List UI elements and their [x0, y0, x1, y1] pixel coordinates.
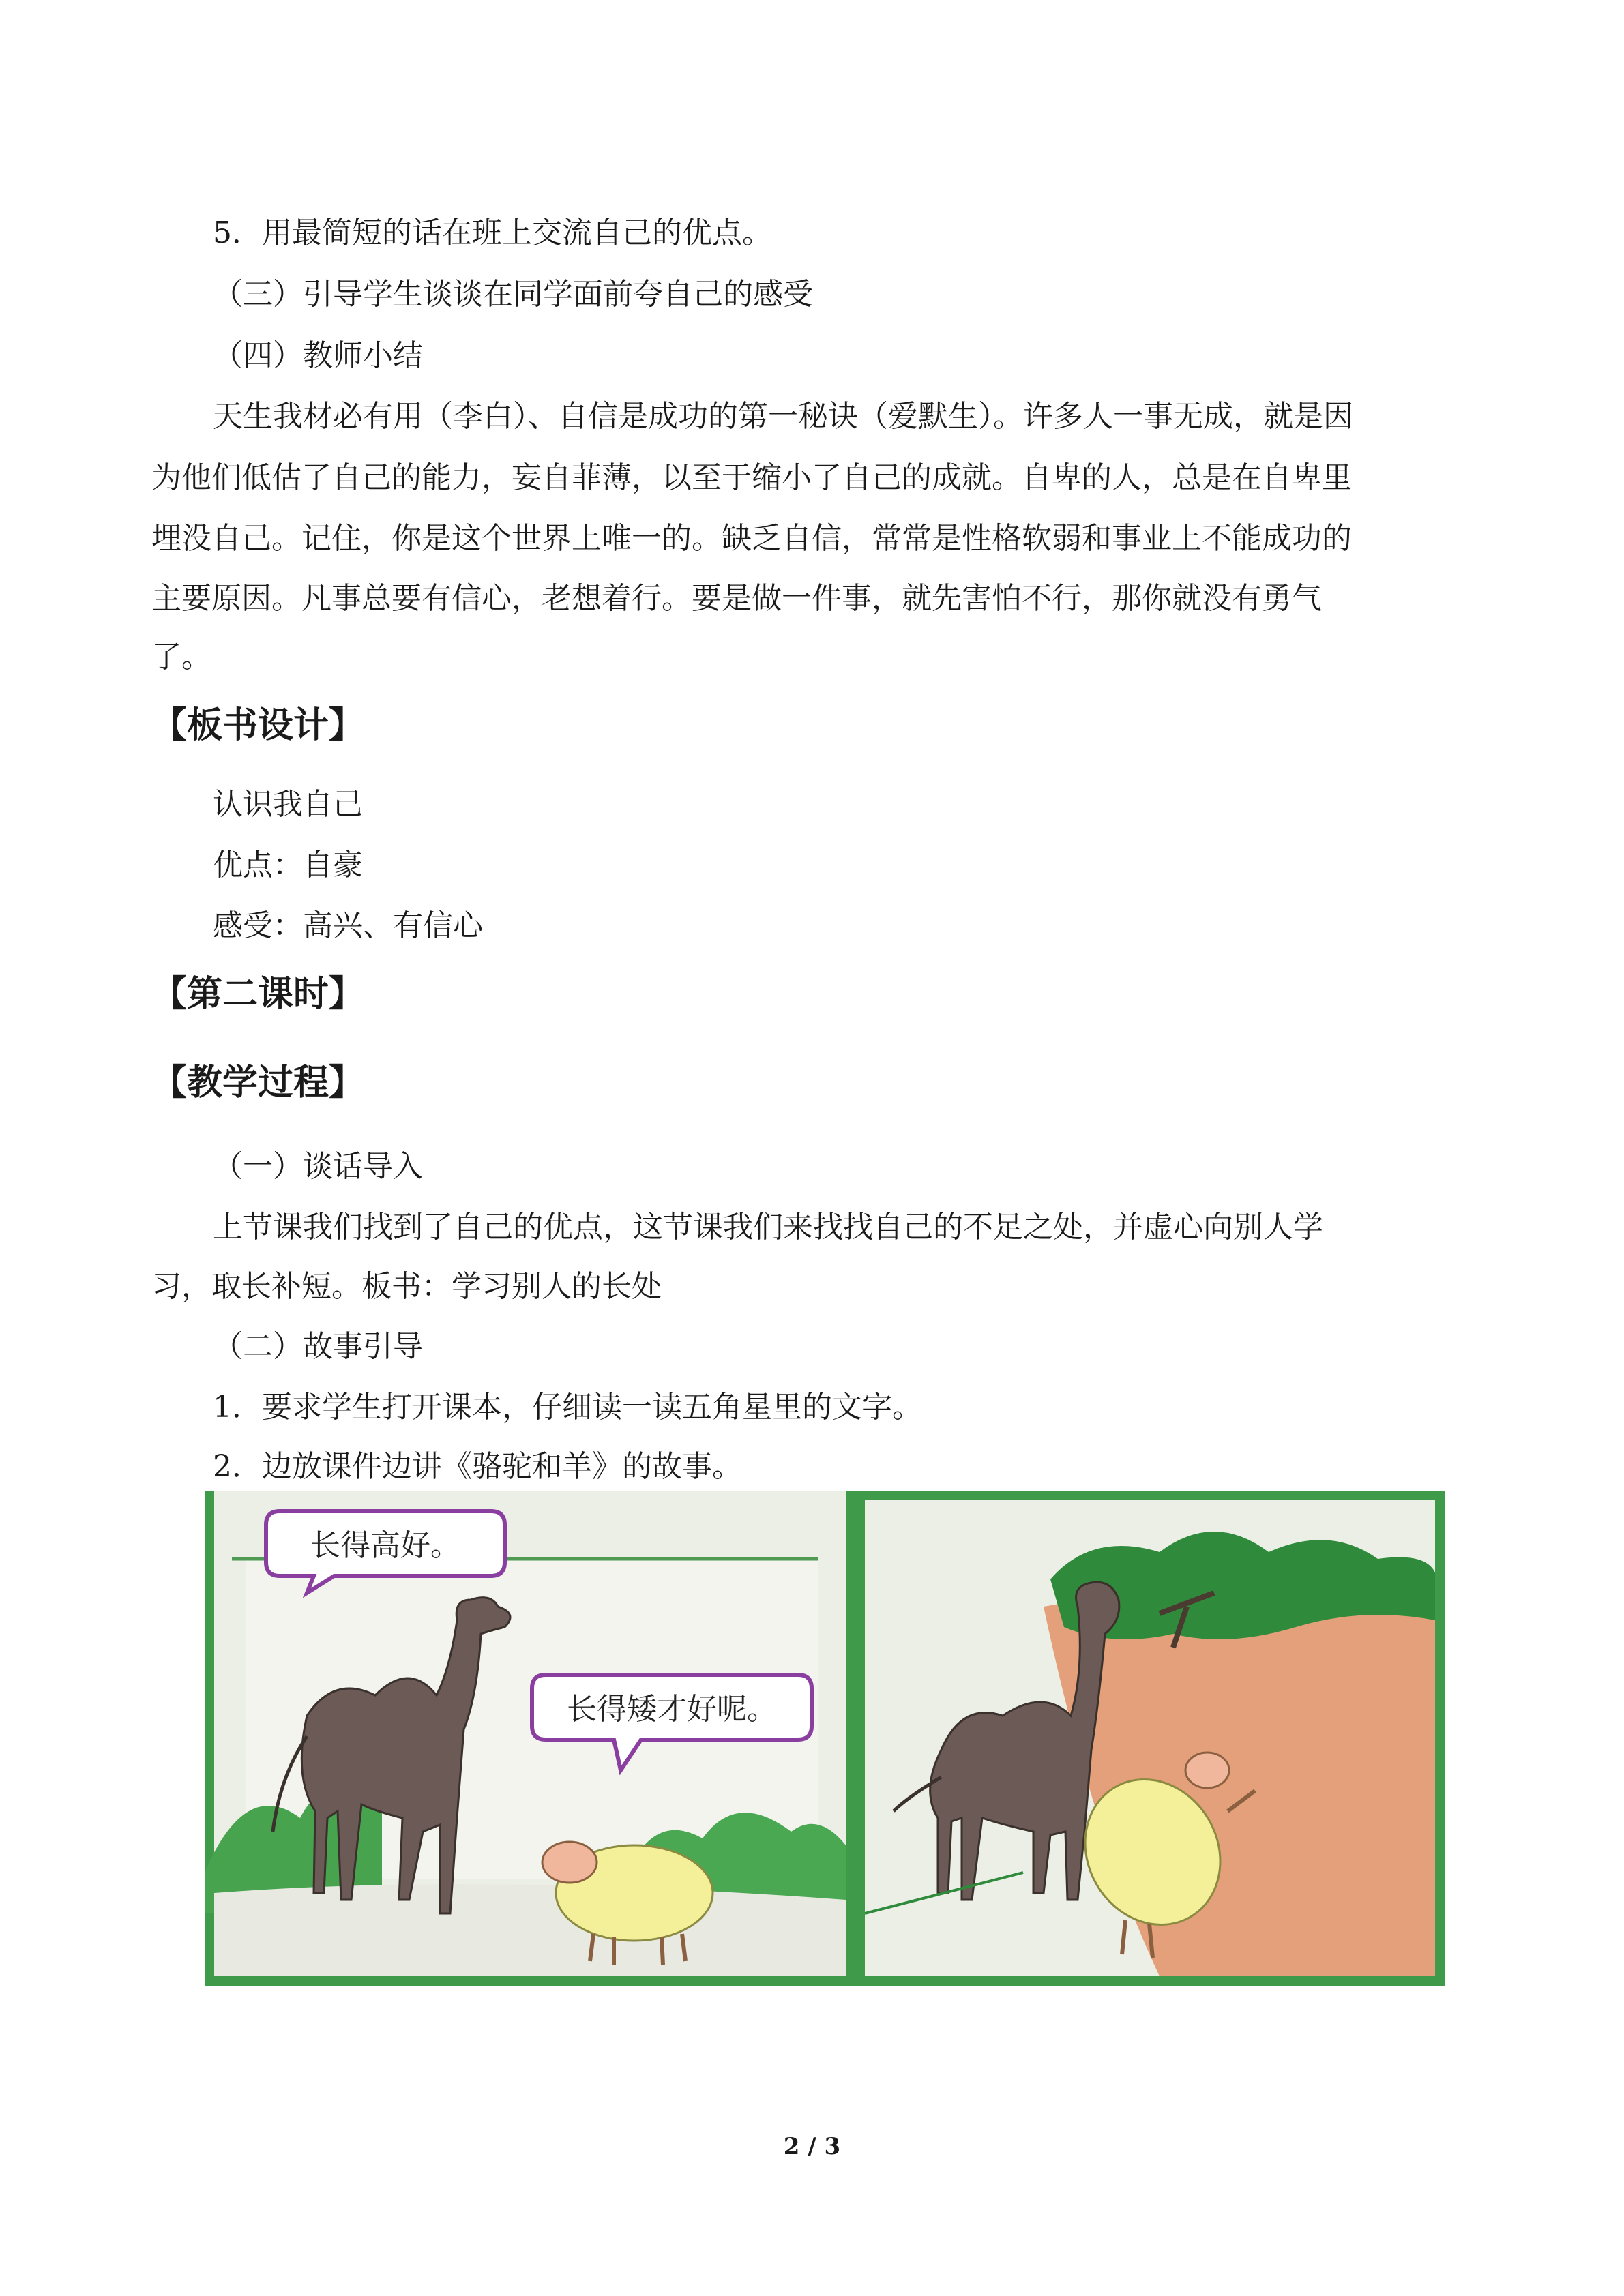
page-number: 2 / 3 — [783, 2133, 841, 2160]
board-line-2: 优点：自豪 — [213, 848, 363, 882]
bubble-sheep-text: 长得矮才好呢。 — [567, 1692, 777, 1727]
teaching-process-heading: 【教学过程】 — [151, 1062, 365, 1103]
right-panel — [853, 1491, 1445, 1986]
section-3-title: （三）引导学生谈谈在同学面前夸自己的感受 — [213, 277, 813, 312]
intro-line-1: 上节课我们找到了自己的优点，这节课我们来找找自己的不足之处，并虚心向别人学 — [213, 1210, 1323, 1244]
intro-line-2: 习，取长补短。板书：学习别人的长处 — [151, 1269, 662, 1304]
board-line-3: 感受：高兴、有信心 — [213, 908, 483, 943]
bubble-camel-text: 长得高好。 — [310, 1528, 460, 1563]
section-1-title: （一）谈话导入 — [213, 1149, 423, 1184]
summary-line-5: 了。 — [151, 640, 211, 674]
section-2-title: （二）故事引导 — [213, 1329, 423, 1364]
summary-line-1: 天生我材必有用（李白）、自信是成功的第一秘诀（爱默生）。许多人一事无成，就是因 — [213, 399, 1353, 434]
summary-line-4: 主要原因。凡事总要有信心，老想着行。要是做一件事，就先害怕不行，那你就没有勇气 — [151, 581, 1322, 616]
lesson-2-heading: 【第二课时】 — [151, 973, 365, 1015]
board-design-heading: 【板书设计】 — [151, 704, 365, 746]
section-4-title: （四）教师小结 — [213, 338, 423, 373]
illustration-svg — [205, 1491, 1445, 1986]
board-line-1: 认识我自己 — [213, 787, 363, 822]
story-step-1: 1．要求学生打开课本，仔细读一读五角星里的文字。 — [213, 1390, 922, 1425]
camel-and-sheep-illustration — [205, 1491, 1445, 1986]
summary-line-3: 埋没自己。记住，你是这个世界上唯一的。缺乏自信，常常是性格软弱和事业上不能成功的 — [151, 521, 1352, 556]
summary-line-2: 为他们低估了自己的能力，妄自菲薄，以至于缩小了自己的成就。自卑的人，总是在自卑里 — [151, 460, 1352, 495]
story-step-2: 2．边放课件边讲《骆驼和羊》的故事。 — [213, 1449, 742, 1484]
left-panel — [205, 1491, 853, 1986]
item-5: 5．用最简短的话在班上交流自己的优点。 — [213, 215, 772, 250]
